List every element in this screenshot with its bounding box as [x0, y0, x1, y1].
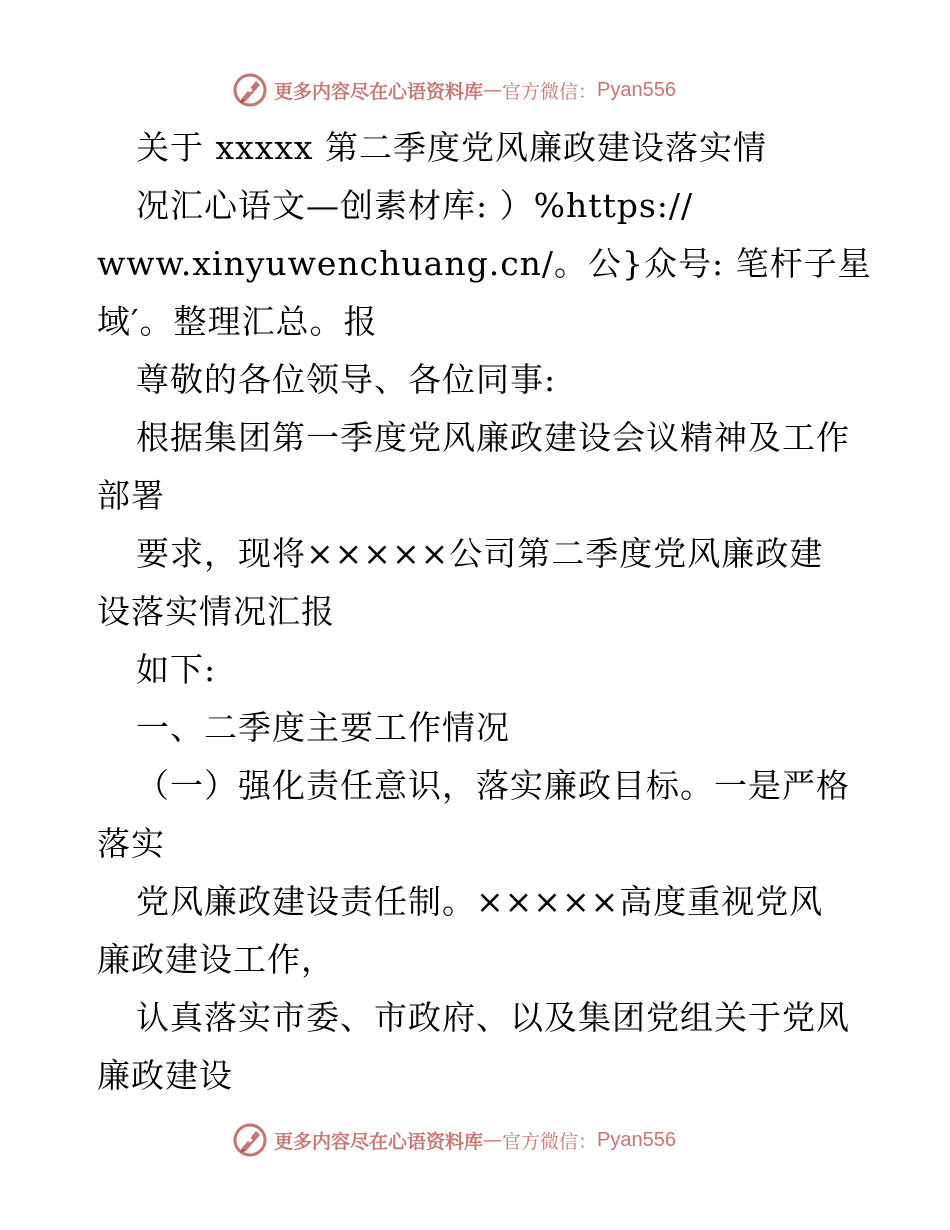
body-line: 部署 [97, 476, 165, 515]
body-line: 要求，现将×××××公司第二季度党风廉政建 [136, 534, 824, 573]
banner-dash: — [483, 79, 503, 101]
body-line: 一、二季度主要工作情况 [136, 708, 510, 747]
body-line: 认真落实市委、市政府、以及集团党组关于党风 [136, 998, 850, 1037]
banner-main-text: 更多内容尽在心语资料库 [274, 80, 484, 103]
body-line: www.xinyuwenchuang.cn/。公}众号: 笔杆子星 [97, 244, 872, 283]
pen-circle-logo-icon [232, 1122, 268, 1158]
banner-wechat-id: Pyan556 [597, 1128, 676, 1151]
body-line: （一）强化责任意识，落实廉政目标。一是严格 [136, 766, 850, 805]
pen-circle-logo-icon [232, 72, 268, 108]
body-line: 尊敬的各位领导、各位同事: [136, 360, 557, 399]
body-line: 如下: [136, 650, 217, 689]
banner-wechat-id: Pyan556 [597, 78, 676, 101]
body-line: 域′。整理汇总。报 [97, 302, 378, 341]
body-line: 关于 xxxxx 第二季度党风廉政建设落实情 [136, 128, 768, 167]
banner-wechat-label: 官方微信： [502, 1130, 598, 1153]
banner-wechat-label: 官方微信： [502, 80, 598, 103]
banner-main-text: 更多内容尽在心语资料库 [274, 1130, 484, 1153]
body-line: 廉政建设 [97, 1056, 233, 1095]
body-line: 况汇心语文—创素材库: ）%https:// [136, 186, 694, 225]
body-line: 党风廉政建设责任制。×××××高度重视党风 [136, 882, 824, 921]
body-line: 落实 [97, 824, 165, 863]
header-watermark [232, 70, 712, 110]
footer-watermark [232, 1120, 712, 1160]
body-line: 廉政建设工作， [97, 940, 335, 979]
body-line: 设落实情况汇报 [97, 592, 335, 631]
banner-dash: — [483, 1129, 503, 1151]
body-line: 根据集团第一季度党风廉政建设会议精神及工作 [136, 418, 850, 457]
